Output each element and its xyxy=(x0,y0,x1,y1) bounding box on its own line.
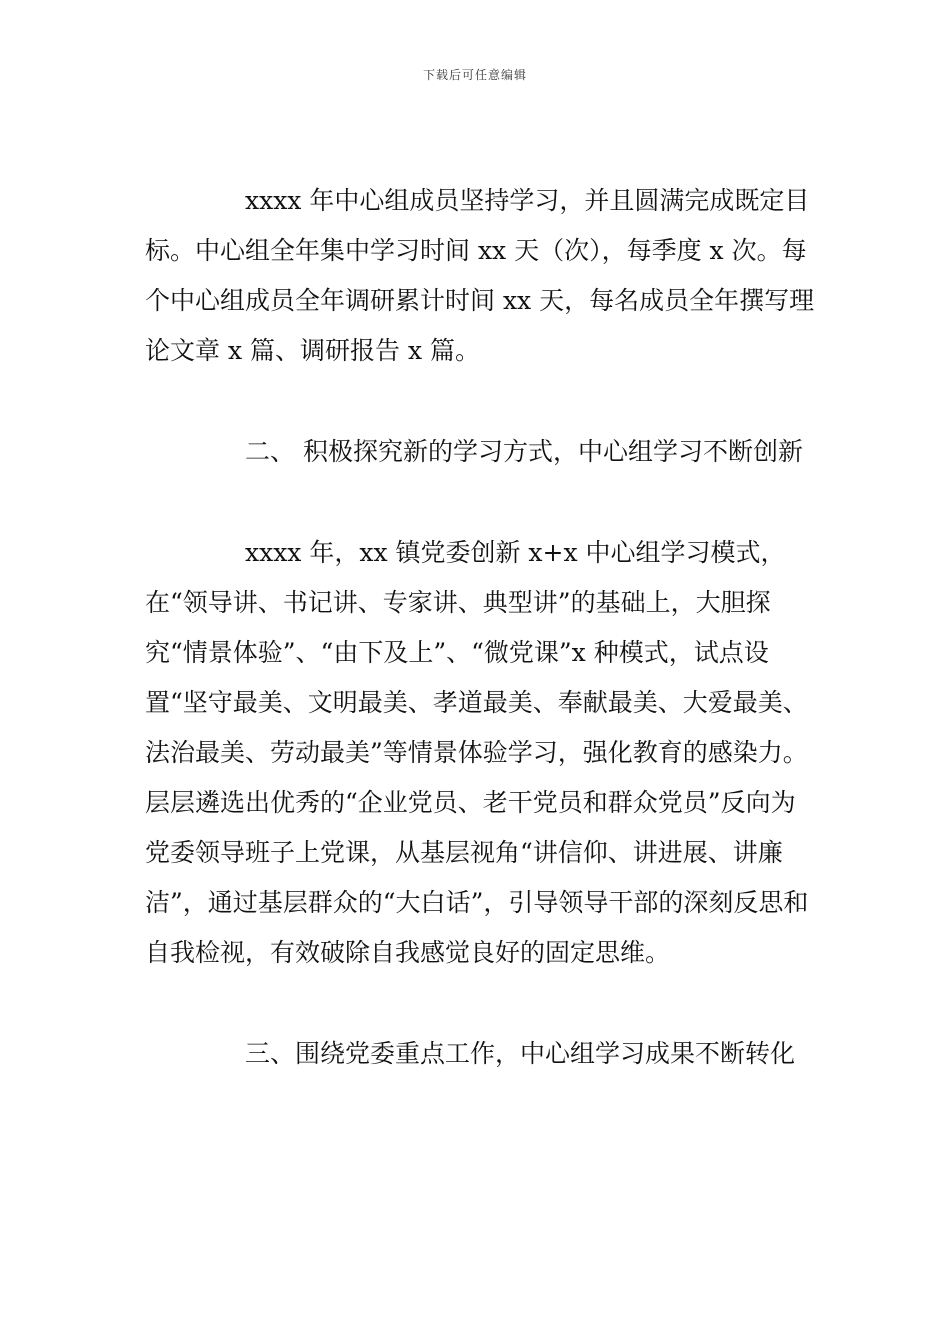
paragraph-spacer xyxy=(145,978,815,1029)
section-heading-three: 三、围绕党委重点工作，中心组学习成果不断转化 xyxy=(245,1039,796,1068)
page-header-note: 下载后可任意编辑 xyxy=(422,68,527,82)
paragraph-spacer xyxy=(145,376,815,427)
section-heading-two: 二、 积极探究新的学习方式，中心组学习不断创新 xyxy=(245,437,803,466)
paragraph-spacer xyxy=(145,477,815,528)
paragraph-study-results: xxxx 年中心组成员坚持学习，并且圆满完成既定目标。中心组全年集中学习时间 xx 天（次），每季度 x 次。每个中心组成员全年调研累计时间 xx 天，每名成员全年撰写理论文章 x 篇、调研报告 x 篇。 xyxy=(145,186,815,365)
document-body xyxy=(145,176,815,1079)
paragraph-study-mode: xxxx 年，xx 镇党委创新 x+x 中心组学习模式，在“领导讲、书记讲、专家讲、典型讲”的基础上，大胆探究“情景体验”、“由下及上”、“微党课”x 种模式，试点设置“坚守最美、文明最美、孝道最美、奉献最美、大爱最美、法治最美、劳动最美”等情景体验学习，强化教育的感染力。层层遴选出优秀的“企业党员、老干党员和群众党员”反向为党委领导班子上党课，从基层视角“讲信仰、讲进展、讲廉洁”，通过基层群众的“大白话”，引导领导干部的深刻反思和自我检视，有效破除自我感觉良好的固定思维。 xyxy=(145,538,809,967)
